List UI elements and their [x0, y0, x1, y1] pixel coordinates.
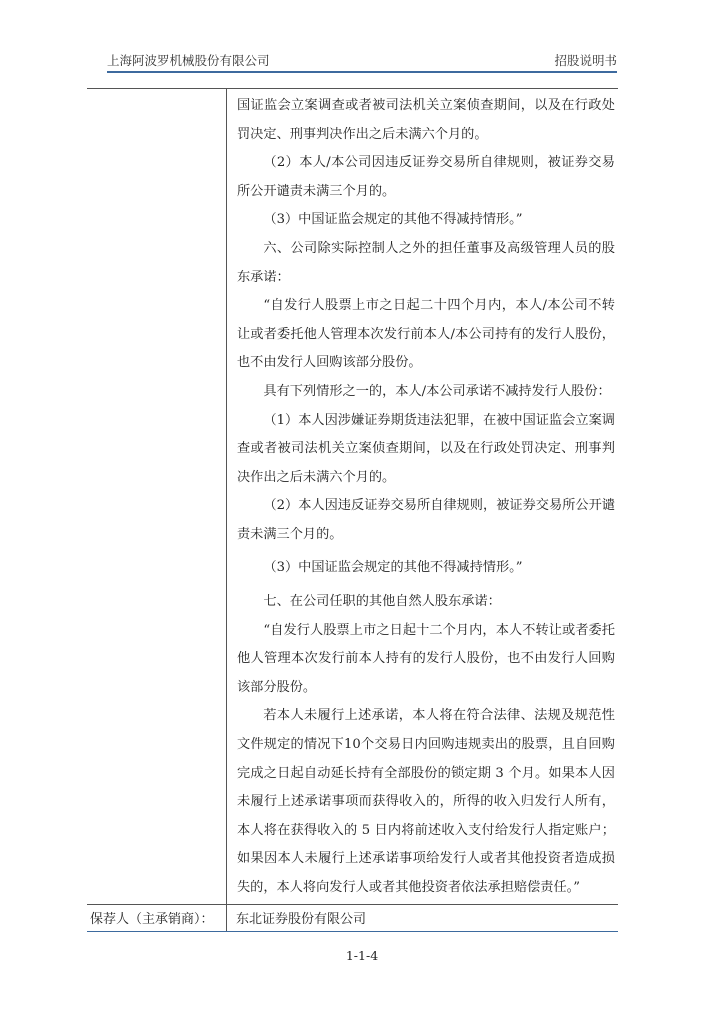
paragraph: 若本人未履行上述承诺，本人将在符合法律、法规及规范性文件规定的情况下10个交易日内回购违规卖出的股票，且自回购完成之日起自动延长持有全部股份的锁定期 3 个月。如果本人因未履行上述承诺事项而获得收入的，所得的收入归发行人所有，本人将在获得收入的 5 日内将前述收入支付给发行人指定账户；如果因本人未履行上述承诺事项给发行人或者其他投资者造成损失的，本人将向发行人或者其他投资者依法承担赔偿责任。” — [237, 708, 615, 896]
paragraph: “自发行人股票上市之日起二十四个月内，本人/本公司不转让或者委托他人管理本次发行前本人/本公司持有的发行人股份，也不由发行人回购该部分股份。 — [237, 298, 615, 371]
paragraph: “自发行人股票上市之日起十二个月内，本人不转让或者委托他人管理本次发行前本人持有的发行人股份，也不由发行人回购该部分股份。 — [237, 622, 615, 695]
table-top-border — [87, 88, 618, 89]
paragraph: （2）本人因违反证券交易所自律规则，被证券交易所公开谴责未满三个月的。 — [237, 498, 615, 542]
sponsor-name: 东北证券股份有限公司 — [236, 912, 367, 927]
paragraph: 国证监会立案调查或者被司法机关立案侦查期间，以及在行政处罚决定、刑事判决作出之后未满六个月的。 — [237, 98, 615, 142]
paragraph: （3）中国证监会规定的其他不得减持情形。” — [263, 559, 523, 575]
commitment-text — [237, 92, 615, 903]
company-name: 上海阿波罗机械股份有限公司 — [107, 53, 270, 68]
paragraph: 具有下列情形之一的，本人/本公司承诺不减持发行人股份： — [263, 383, 611, 399]
table-bottom-border — [87, 931, 618, 932]
section-heading: 七、在公司任职的其他自然人股东承诺： — [263, 594, 501, 610]
document-type: 招股说明书 — [554, 53, 617, 68]
paragraph: （1）本人因涉嫌证券期货违法犯罪，在被中国证监会立案调查或者被司法机关立案侦查期间，以及在行政处罚决定、刑事判决作出之后未满六个月的。 — [237, 412, 615, 485]
section-heading: 六、公司除实际控制人之外的担任董事及高级管理人员的股东承诺： — [237, 240, 615, 285]
paragraph: （2）本人/本公司因违反证券交易所自律规则，被证券交易所公开谴责未满三个月的。 — [237, 155, 615, 199]
page-number: 1-1-4 — [345, 948, 379, 963]
table-row-divider — [87, 904, 618, 905]
paragraph: （3）中国证监会规定的其他不得减持情形。” — [263, 212, 523, 228]
table-column-divider — [226, 88, 227, 932]
header-rule — [107, 71, 617, 73]
sponsor-label: 保荐人（主承销商）： — [90, 912, 214, 927]
